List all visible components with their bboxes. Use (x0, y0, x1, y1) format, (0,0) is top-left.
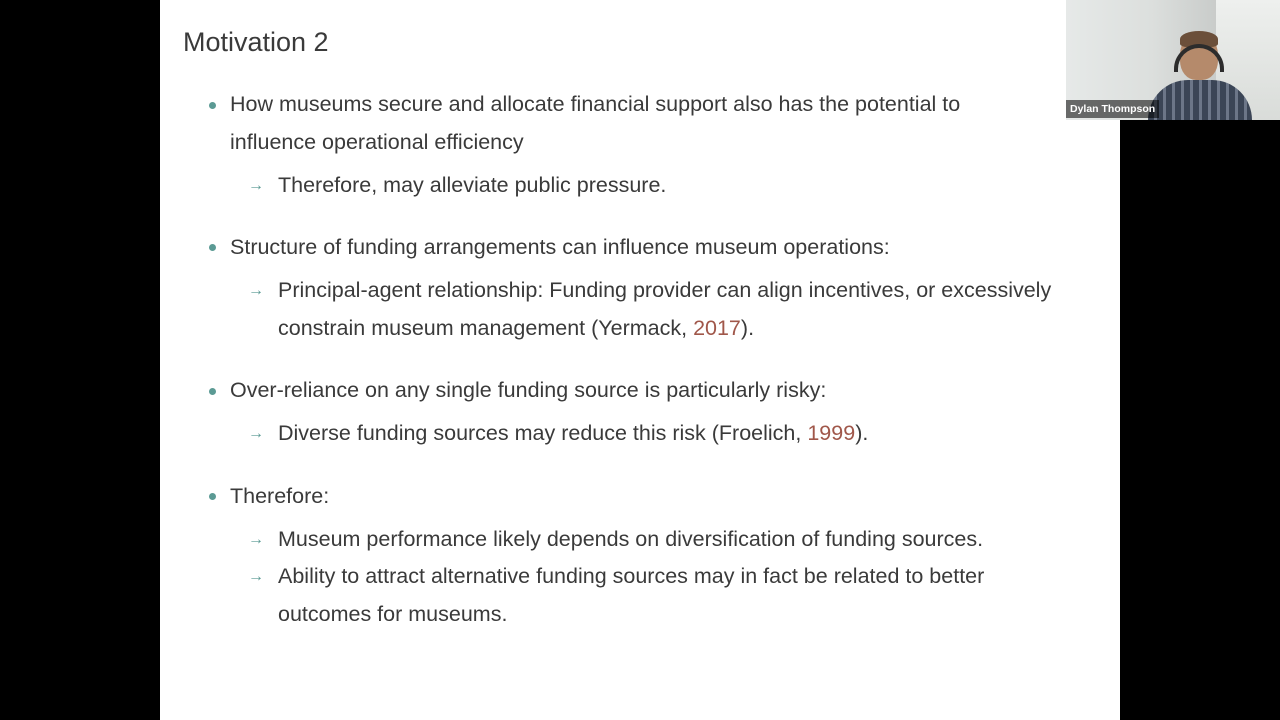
arrow-right-icon: → (248, 568, 264, 585)
bullet-2-text: Structure of funding arrangements can influence museum operations: (230, 235, 890, 259)
citation-text: Diverse funding sources may reduce this risk (Froelich, (278, 421, 808, 445)
citation-year-link[interactable]: 2017 (693, 315, 741, 340)
bullet-4-text: Therefore: (230, 484, 330, 508)
bullet-4-sub-1-text: Museum performance likely depends on diversification of funding sources. (278, 527, 984, 551)
arrow-right-icon: → (248, 425, 264, 442)
arrow-right-icon: → (248, 177, 264, 194)
citation-close: ). (740, 315, 755, 340)
citation-year-link[interactable]: 1999 (807, 421, 856, 445)
presentation-slide (160, 0, 1120, 720)
bullet-dot-icon (209, 244, 216, 251)
arrow-right-icon: → (248, 282, 264, 299)
arrow-right-icon: → (248, 531, 264, 548)
participant-video-tile[interactable] (1066, 0, 1280, 120)
slide-title: Motivation 2 (183, 27, 329, 57)
bullet-3-sub-1-text (278, 415, 1068, 453)
bullet-dot-icon (209, 102, 216, 109)
bullet-1-sub-1-text: Therefore, may alleviate public pressure. (278, 173, 667, 197)
bullet-3-text: Over-reliance on any single funding source is particularly risky: (230, 378, 827, 402)
citation-close: ). (855, 421, 869, 445)
citation-text: Principal-agent relationship: Funding provider can align incentives, or excessively constrain museum management (Yermack, (278, 278, 1052, 340)
participant-name-label: Dylan Thompson (1066, 100, 1159, 118)
bullet-dot-icon (209, 493, 216, 500)
bullet-2-sub-1-text (278, 272, 1068, 347)
bullet-1-text: How museums secure and allocate financial support also has the potential to influence operational efficiency (230, 92, 961, 154)
bullet-4-sub-2-text: Ability to attract alternative funding sources may in fact be related to better outcomes for museums. (278, 564, 985, 626)
bullet-dot-icon (209, 388, 216, 395)
